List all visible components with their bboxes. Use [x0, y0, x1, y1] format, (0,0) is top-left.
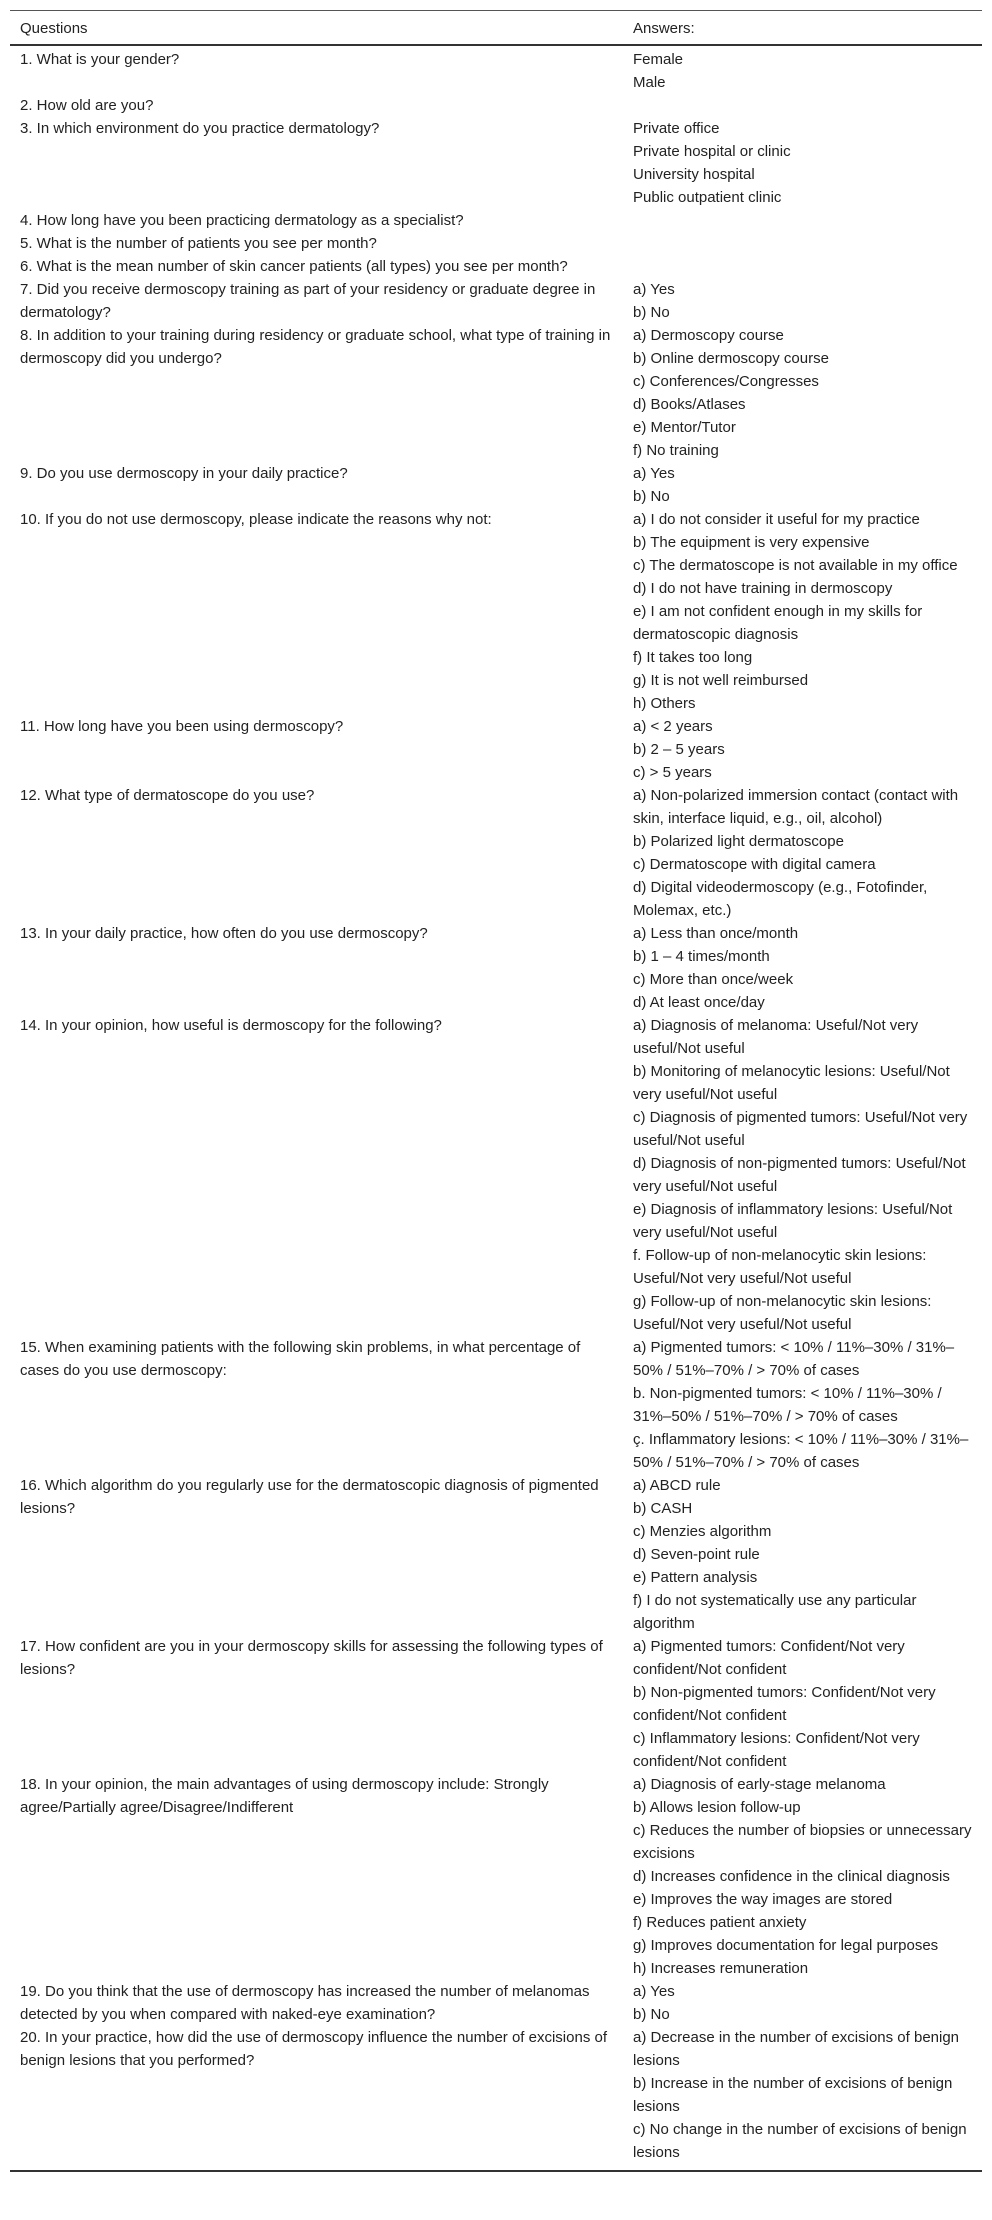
- answer-cell: [623, 1635, 982, 1773]
- answer-option: f) It takes too long: [633, 649, 753, 666]
- answers-column-header: Answers:: [623, 11, 982, 46]
- table-row: [10, 1773, 982, 1980]
- answer-cell: [623, 45, 982, 94]
- table-row: [10, 462, 982, 508]
- answer-option: e) Diagnosis of inflammatory lesions: Useful/Not very useful/Not useful: [633, 1201, 953, 1241]
- answer-option: b) CASH: [633, 1500, 693, 1517]
- answer-option: a) Yes: [633, 281, 675, 298]
- answer-option: b) No: [633, 488, 670, 505]
- answer-option: b) 1 – 4 times/month: [633, 948, 770, 965]
- answer-option: h) Others: [633, 695, 696, 712]
- table-row: [10, 1336, 982, 1474]
- table-body: [10, 45, 982, 2171]
- answer-option: b) Polarized light dermatoscope: [633, 833, 844, 850]
- table-row: [10, 45, 982, 94]
- answer-cell: [623, 1773, 982, 1980]
- answer-option: b) No: [633, 2006, 670, 2023]
- answer-option: f) Reduces patient anxiety: [633, 1914, 807, 1931]
- answer-cell: [623, 508, 982, 715]
- answer-cell: [623, 209, 982, 232]
- answer-option: c) Conferences/Congresses: [633, 373, 819, 390]
- question-cell: 8. In addition to your training during residency or graduate school, what type of training in dermoscopy did you undergo?: [20, 327, 611, 367]
- answer-option: b) Online dermoscopy course: [633, 350, 829, 367]
- answer-option: g) Follow-up of non-melanocytic skin lesions: Useful/Not very useful/Not useful: [633, 1293, 932, 1333]
- question-cell: 4. How long have you been practicing dermatology as a specialist?: [20, 212, 464, 229]
- answer-option: f) No training: [633, 442, 719, 459]
- answer-cell: [623, 1980, 982, 2026]
- answer-option: d) At least once/day: [633, 994, 765, 1011]
- answer-option: d) Increases confidence in the clinical diagnosis: [633, 1868, 950, 1885]
- questionnaire-table: [10, 10, 982, 2172]
- question-cell: 11. How long have you been using dermoscopy?: [20, 718, 344, 735]
- answer-option: d) Digital videodermoscopy (e.g., Fotofinder, Molemax, etc.): [633, 879, 928, 919]
- table-row: [10, 1474, 982, 1635]
- question-cell: 12. What type of dermatoscope do you use?: [20, 787, 315, 804]
- question-cell: 13. In your daily practice, how often do you use dermoscopy?: [20, 925, 428, 942]
- table-row: [10, 2026, 982, 2171]
- answer-cell: [623, 94, 982, 117]
- table-row: [10, 94, 982, 117]
- question-cell: 17. How confident are you in your dermoscopy skills for assessing the following types of lesions?: [20, 1638, 603, 1678]
- table-header-row: [10, 11, 982, 46]
- question-cell: 10. If you do not use dermoscopy, please indicate the reasons why not:: [20, 511, 492, 528]
- table-row: [10, 255, 982, 278]
- answer-cell: [623, 1014, 982, 1336]
- answer-option: b) Monitoring of melanocytic lesions: Useful/Not very useful/Not useful: [633, 1063, 950, 1103]
- answer-option: a) Yes: [633, 1983, 675, 2000]
- answer-option: a) Diagnosis of melanoma: Useful/Not very useful/Not useful: [633, 1017, 919, 1057]
- answer-option: b) Increase in the number of excisions of benign lesions: [633, 2075, 953, 2115]
- answer-option: b) The equipment is very expensive: [633, 534, 870, 551]
- table-row: [10, 278, 982, 324]
- answer-option: Male: [633, 74, 666, 91]
- answer-option: Female: [633, 51, 684, 68]
- answer-option: a) Pigmented tumors: < 10% / 11%–30% / 31%–50% / 51%–70% / > 70% of cases: [633, 1339, 955, 1379]
- table-row: [10, 324, 982, 462]
- answer-option: f) I do not systematically use any particular algorithm: [633, 1592, 917, 1632]
- questionnaire-table-container: [10, 10, 982, 2172]
- question-cell: 20. In your practice, how did the use of dermoscopy influence the number of excisions of benign lesions that you performed?: [10, 2026, 623, 2171]
- table-row: [10, 117, 982, 209]
- answer-option: b) Allows lesion follow-up: [633, 1799, 801, 1816]
- answer-cell: [623, 255, 982, 278]
- question-cell: 1. What is your gender?: [20, 51, 180, 68]
- answer-cell: [623, 232, 982, 255]
- answer-option: a) Dermoscopy course: [633, 327, 784, 344]
- question-cell: 6. What is the mean number of skin cancer patients (all types) you see per month?: [20, 258, 568, 275]
- answer-option: Private office: [633, 120, 720, 137]
- answer-option: a) Non-polarized immersion contact (contact with skin, interface liquid, e.g., oil, alcohol): [633, 787, 959, 827]
- question-cell: 16. Which algorithm do you regularly use for the dermatoscopic diagnosis of pigmented lesions?: [20, 1477, 599, 1517]
- question-cell: 9. Do you use dermoscopy in your daily practice?: [20, 465, 348, 482]
- table-row: [10, 784, 982, 922]
- question-cell: 19. Do you think that the use of dermoscopy has increased the number of melanomas detected by you when compared with naked-eye examination?: [20, 1983, 590, 2023]
- answer-option: c) Inflammatory lesions: Confident/Not very confident/Not confident: [633, 1730, 920, 1770]
- answer-option: Private hospital or clinic: [633, 143, 791, 160]
- answer-option: c) > 5 years: [633, 764, 712, 781]
- answer-option: d) Books/Atlases: [633, 396, 746, 413]
- table-row: [10, 715, 982, 784]
- answer-option: Public outpatient clinic: [633, 189, 782, 206]
- answer-option: d) Seven-point rule: [633, 1546, 760, 1563]
- answer-cell: [623, 117, 982, 209]
- answer-cell: [623, 922, 982, 1014]
- answer-option: h) Increases remuneration: [633, 1960, 809, 1977]
- answer-cell: [623, 715, 982, 784]
- question-cell: 5. What is the number of patients you see per month?: [20, 235, 377, 252]
- question-cell: 7. Did you receive dermoscopy training as part of your residency or graduate degree in dermatology?: [20, 281, 596, 321]
- answer-option: g) Improves documentation for legal purposes: [633, 1937, 939, 1954]
- table-row: [10, 508, 982, 715]
- table-row: [10, 1014, 982, 1336]
- question-cell: 3. In which environment do you practice dermatology?: [20, 120, 380, 137]
- answer-option: c) Diagnosis of pigmented tumors: Useful/Not very useful/Not useful: [633, 1109, 968, 1149]
- table-row: [10, 1980, 982, 2026]
- table-row: [10, 209, 982, 232]
- question-cell: 15. When examining patients with the following skin problems, in what percentage of cases do you use dermoscopy:: [20, 1339, 581, 1379]
- answer-option: d) Diagnosis of non-pigmented tumors: Useful/Not very useful/Not useful: [633, 1155, 966, 1195]
- answer-option: c) Reduces the number of biopsies or unnecessary excisions: [633, 1822, 972, 1862]
- answer-option: ç. Inflammatory lesions: < 10% / 11%–30% / 31%–50% / 51%–70% / > 70% of cases: [633, 1431, 969, 1471]
- answer-cell: [623, 1474, 982, 1635]
- answer-option: b) Non-pigmented tumors: Confident/Not very confident/Not confident: [633, 1684, 936, 1724]
- answer-option: a) < 2 years: [633, 718, 713, 735]
- answer-cell: [623, 1336, 982, 1474]
- answer-option: a) Pigmented tumors: Confident/Not very confident/Not confident: [633, 1638, 905, 1678]
- answer-cell: [623, 784, 982, 922]
- answer-option: f. Follow-up of non-melanocytic skin lesions: Useful/Not very useful/Not useful: [633, 1247, 927, 1287]
- answer-option: a) ABCD rule: [633, 1477, 721, 1494]
- answer-option: b. Non-pigmented tumors: < 10% / 11%–30% / 31%–50% / 51%–70% / > 70% of cases: [633, 1385, 942, 1425]
- answer-option: e) Mentor/Tutor: [633, 419, 736, 436]
- answer-option: d) I do not have training in dermoscopy: [633, 580, 893, 597]
- question-cell: 14. In your opinion, how useful is dermoscopy for the following?: [20, 1017, 442, 1034]
- answer-option: e) I am not confident enough in my skills for dermatoscopic diagnosis: [633, 603, 923, 643]
- questions-column-header: Questions: [10, 11, 623, 46]
- answer-option: b) No: [633, 304, 670, 321]
- answer-cell: [623, 324, 982, 462]
- answer-option: c) The dermatoscope is not available in my office: [633, 557, 958, 574]
- table-row: [10, 232, 982, 255]
- answer-option: c) More than once/week: [633, 971, 794, 988]
- answer-option: a) Diagnosis of early-stage melanoma: [633, 1776, 886, 1793]
- answer-cell: [623, 462, 982, 508]
- answer-option: University hospital: [633, 166, 755, 183]
- answer-option: c) Menzies algorithm: [633, 1523, 772, 1540]
- answer-option: c) No change in the number of excisions of benign lesions: [633, 2121, 967, 2161]
- answer-cell: [623, 278, 982, 324]
- answer-option: a) I do not consider it useful for my practice: [633, 511, 920, 528]
- answer-option: g) It is not well reimbursed: [633, 672, 809, 689]
- question-cell: 2. How old are you?: [20, 97, 154, 114]
- table-row: [10, 1635, 982, 1773]
- answer-option: b) 2 – 5 years: [633, 741, 725, 758]
- answer-option: a) Decrease in the number of excisions of benign lesions: [633, 2029, 960, 2069]
- answer-cell: [623, 2026, 982, 2171]
- answer-option: e) Improves the way images are stored: [633, 1891, 893, 1908]
- answer-option: c) Dermatoscope with digital camera: [633, 856, 876, 873]
- question-cell: 18. In your opinion, the main advantages of using dermoscopy include: Strongly agree/Partially agree/Disagree/Indifferent: [20, 1776, 549, 1816]
- answer-option: a) Less than once/month: [633, 925, 799, 942]
- answer-option: e) Pattern analysis: [633, 1569, 758, 1586]
- table-row: [10, 922, 982, 1014]
- answer-option: a) Yes: [633, 465, 675, 482]
